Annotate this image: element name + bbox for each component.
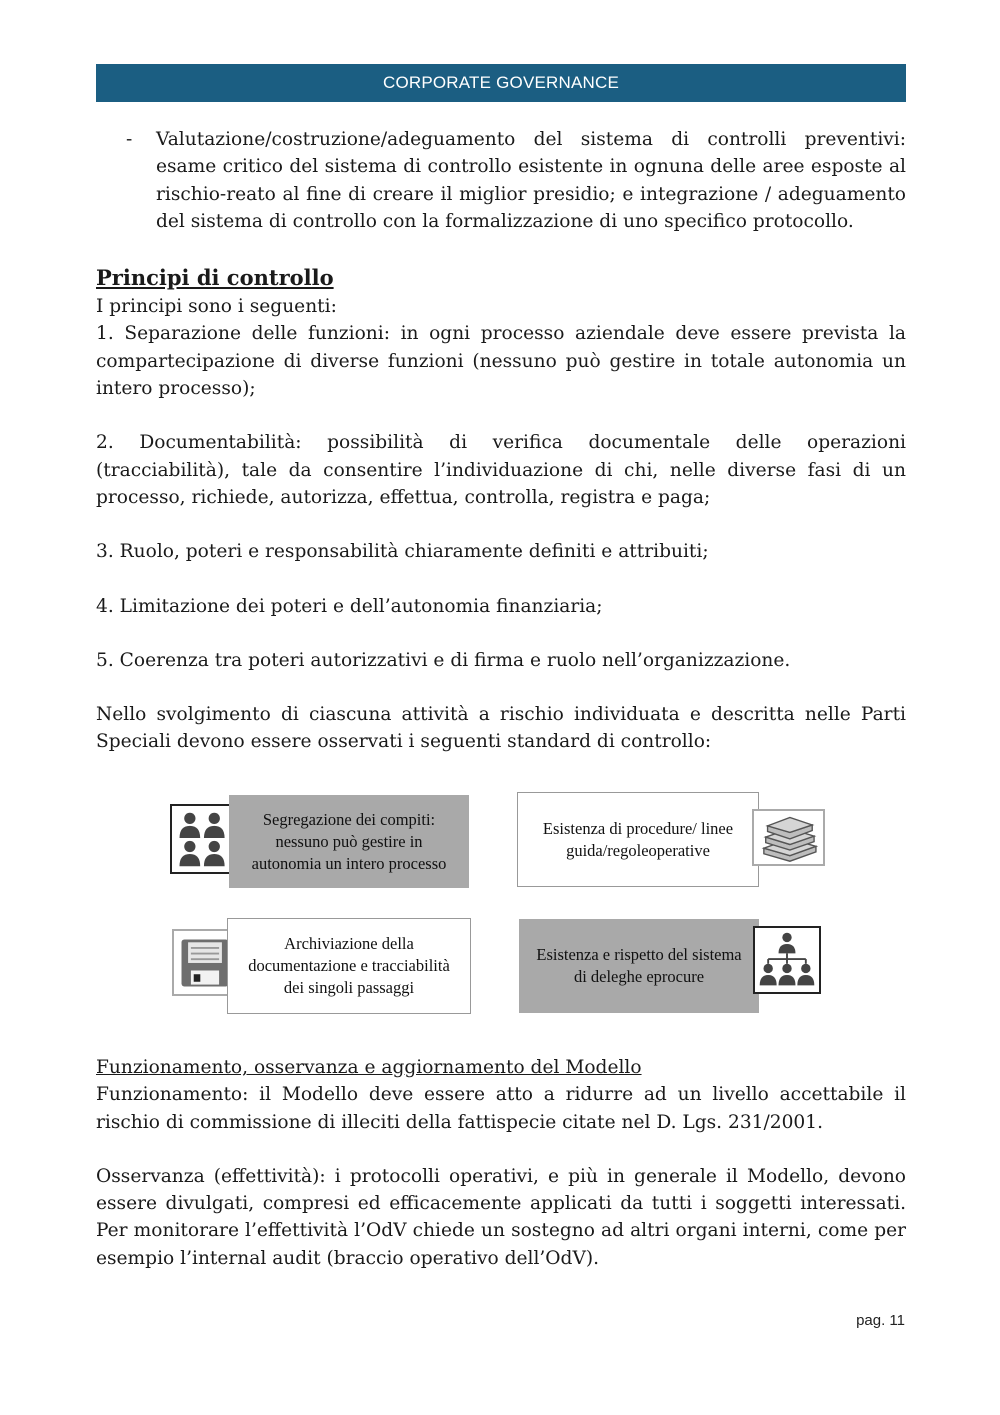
standard-box-deleghe (519, 919, 759, 1013)
org-chart-icon (753, 926, 821, 994)
section-title-funzionamento: Funzionamento, osservanza e aggiornamento del Modello (96, 1057, 642, 1078)
standard-box-text: Archiviazione della documentazione e tracciabilità dei singoli passaggi (248, 934, 450, 997)
principle-item: 5. Coerenza tra poteri autorizzativi e di firma e ruolo nell’organizzazione. (96, 649, 791, 671)
intro-bullet (96, 126, 906, 235)
principle-item: 3. Ruolo, poteri e responsabilità chiaramente definiti e attribuiti; (96, 541, 709, 563)
principle-item: 1. Separazione delle funzioni: in ogni processo aziendale deve essere prevista la compartecipazione di diverse funzioni (nessuno può gestire in totale autonomia un intero processo); (96, 323, 906, 400)
page-number: pag. 11 (856, 1312, 905, 1329)
page-header: CORPORATE GOVERNANCE (96, 64, 906, 102)
standard-box-segregazione (229, 795, 469, 888)
section-title-principi: Principi di controllo (96, 265, 334, 291)
principle-item: 2. Documentabilità: possibilità di verifica documentale delle operazioni (tracciabilità), tale da consentire l’individuazione di chi, nelle diverse fasi di un processo, richiede, autorizza, effettua, controlla, registra e paga; (96, 432, 906, 508)
osservanza-paragraph: Osservanza (effettività): i protocolli operativi, e più in generale il Modello, devono essere divulgati, compresi ed efficacemente applicati da tutti i soggetti interessati. Per monitorare l’effettività l’OdV chiede un sostegno ad altri organi interni, come per esempio l’internal audit (braccio operativo dell’OdV). (96, 1165, 906, 1269)
book-stack-icon (752, 809, 825, 866)
principle-item: 4. Limitazione dei poteri e dell’autonomia finanziaria; (96, 595, 603, 617)
bullet-text: Valutazione/costruzione/adeguamento del sistema di controlli preventivi: esame critico del sistema di controllo esistente in ognuna delle aree esposte al rischio-reato al fine di creare il miglior presidio; e integrazione / adeguamento del sistema di controllo con la formalizzazione di uno specifico protocollo. (156, 129, 906, 232)
funzionamento-section (96, 1054, 906, 1272)
standard-intro: Nello svolgimento di ciascuna attività a rischio individuata e descritta nelle Parti Speciali devono essere osservati i seguenti standard di controllo: (96, 704, 906, 753)
principi-lead: I principi sono i seguenti: (96, 296, 337, 318)
page-content (96, 126, 906, 756)
standard-box-text: Segregazione dei compiti: nessuno può gestire in autonomia un intero processo (251, 809, 447, 873)
bullet-marker: - (126, 129, 133, 150)
people-group-icon (170, 804, 236, 874)
standard-box-archiviazione (227, 918, 471, 1014)
standard-box-text: Esistenza e rispetto del sistema di deleghe eprocure (536, 945, 742, 986)
standard-box-text: Esistenza di procedure/ linee guida/regoleoperative (542, 818, 734, 860)
standard-box-procedure (517, 792, 759, 887)
funzionamento-paragraph: Funzionamento: il Modello deve essere atto a ridurre ad un livello accettabile il rischio di commissione di illeciti della fattispecie citate nel D. Lgs. 231/2001. (96, 1084, 906, 1133)
